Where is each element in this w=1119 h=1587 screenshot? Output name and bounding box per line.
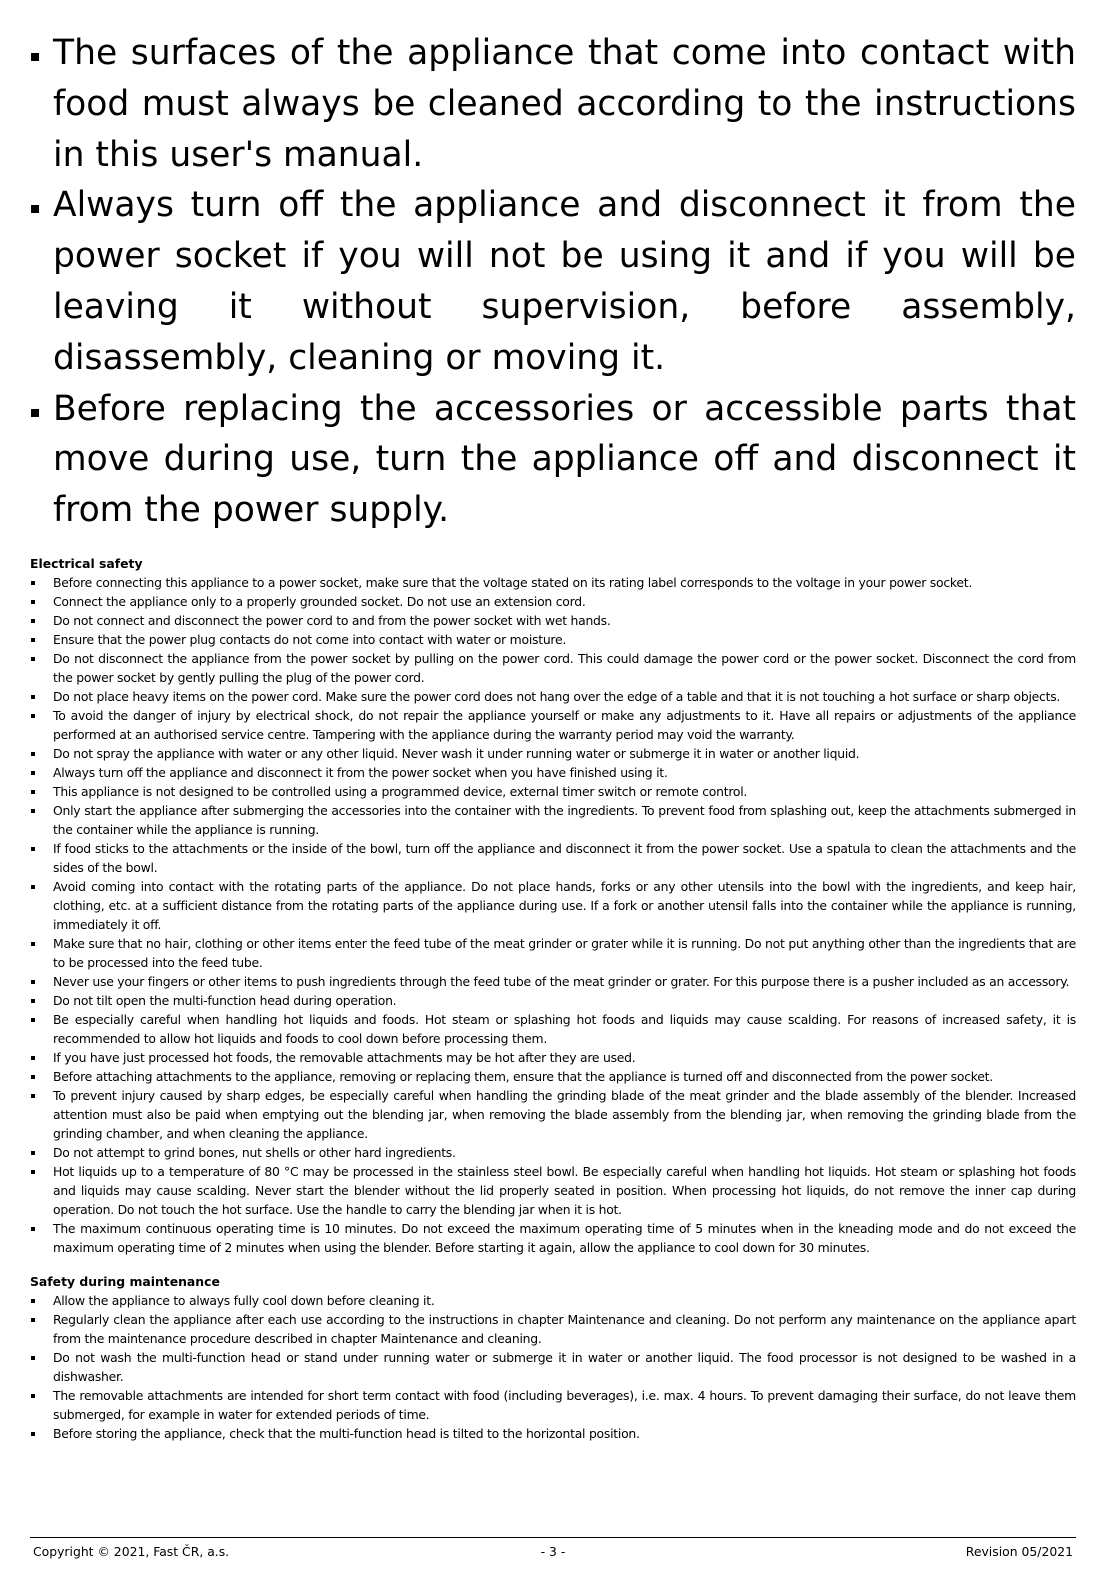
list-item: Regularly clean the appliance after each use according to the instructions in chapter Maintenance and cleaning. Do not perform any maintenance on the appliance apart from the maintenance procedure described in chapter Maintenance and cleaning.	[30, 1310, 1076, 1348]
list-item: The removable attachments are intended for short term contact with food (including beverages), i.e. max. 4 hours. To prevent damaging their surface, do not leave them submerged, for example in water for extended periods of time.	[30, 1386, 1076, 1424]
page-number: - 3 -	[540, 1544, 566, 1559]
list-item: Only start the appliance after submerging the accessories into the container with the ingredients. To prevent food from splashing out, keep the attachments submerged in the container while the appliance is running.	[30, 801, 1076, 839]
list-item: Connect the appliance only to a properly grounded socket. Do not use an extension cord.	[30, 592, 1076, 611]
warning-item: Before replacing the accessories or accessible parts that move during use, turn the appliance off and disconnect it from the power supply.	[30, 384, 1076, 536]
list-item: Before connecting this appliance to a power socket, make sure that the voltage stated on its rating label corresponds to the voltage in your power socket.	[30, 573, 1076, 592]
list-item: Avoid coming into contact with the rotating parts of the appliance. Do not place hands, forks or any other utensils into the bowl with the ingredients, and keep hair, clothing, etc. at a sufficient distance from the rotating parts of the appliance during use. If a fork or another utensil falls into the container while the appliance is running, immediately it off.	[30, 877, 1076, 934]
manual-page	[30, 28, 1076, 1443]
copyright-notice: Copyright © 2021, Fast ČR, a.s.	[33, 1544, 230, 1559]
list-item: To avoid the danger of injury by electrical shock, do not repair the appliance yourself or make any adjustments to it. Have all repairs or adjustments of the appliance performed at an authorised service centre. Tampering with the appliance during the warranty period may void the warranty.	[30, 706, 1076, 744]
list-item: This appliance is not designed to be controlled using a programmed device, external timer switch or remote control.	[30, 782, 1076, 801]
list-item: Hot liquids up to a temperature of 80 °C may be processed in the stainless steel bowl. Be especially careful when handling hot liquids. Hot steam or splashing hot foods and liquids may cause scalding. Never start the blender without the lid properly seated in position. When processing hot liquids, do not remove the inner cap during operation. Do not touch the hot surface. Use the handle to carry the blending jar when it is hot.	[30, 1162, 1076, 1219]
maintenance-safety-list	[30, 1291, 1076, 1443]
list-item: The maximum continuous operating time is 10 minutes. Do not exceed the maximum operating time of 5 minutes when in the kneading mode and do not exceed the maximum operating time of 2 minutes when using the blender. Before starting it again, allow the appliance to cool down for 30 minutes.	[30, 1219, 1076, 1257]
list-item: Do not wash the multi-function head or stand under running water or submerge it in water or another liquid. The food processor is not designed to be washed in a dishwasher.	[30, 1348, 1076, 1386]
warning-item: The surfaces of the appliance that come into contact with food must always be cleaned according to the instructions in this user's manual.	[30, 28, 1076, 180]
warning-list	[30, 28, 1076, 536]
list-item: If food sticks to the attachments or the inside of the bowl, turn off the appliance and disconnect it from the power socket. Use a spatula to clean the attachments and the sides of the bowl.	[30, 839, 1076, 877]
list-item: Do not place heavy items on the power cord. Make sure the power cord does not hang over the edge of a table and that it is not touching a hot surface or sharp objects.	[30, 687, 1076, 706]
list-item: To prevent injury caused by sharp edges, be especially careful when handling the grinding blade of the meat grinder and the blade assembly of the blender. Increased attention must also be paid when emptying out the blending jar, when removing the blade assembly from the blending jar, when removing the grinding blade from the grinding chamber, and when cleaning the appliance.	[30, 1086, 1076, 1143]
list-item: Allow the appliance to always fully cool down before cleaning it.	[30, 1291, 1076, 1310]
list-item: Do not spray the appliance with water or any other liquid. Never wash it under running water or submerge it in water or another liquid.	[30, 744, 1076, 763]
revision-label: Revision 05/2021	[965, 1544, 1073, 1559]
page-footer	[30, 1537, 1076, 1564]
warning-item: Always turn off the appliance and disconnect it from the power socket if you will not be using it and if you will be leaving it without supervision, before assembly, disassembly, cleaning or moving it.	[30, 180, 1076, 383]
list-item: Never use your fingers or other items to push ingredients through the feed tube of the meat grinder or grater. For this purpose there is a pusher included as an accessory.	[30, 972, 1076, 991]
list-item: If you have just processed hot foods, the removable attachments may be hot after they are used.	[30, 1048, 1076, 1067]
list-item: Be especially careful when handling hot liquids and foods. Hot steam or splashing hot foods and liquids may cause scalding. For reasons of increased safety, it is recommended to allow hot liquids and foods to cool down before processing them.	[30, 1010, 1076, 1048]
maintenance-safety-heading: Safety during maintenance	[30, 1273, 220, 1289]
list-item: Before storing the appliance, check that the multi-function head is tilted to the horizontal position.	[30, 1424, 1076, 1443]
electrical-safety-list	[30, 573, 1076, 1257]
list-item: Do not tilt open the multi-function head during operation.	[30, 991, 1076, 1010]
list-item: Do not connect and disconnect the power cord to and from the power socket with wet hands.	[30, 611, 1076, 630]
electrical-safety-heading: Electrical safety	[30, 555, 143, 571]
list-item: Always turn off the appliance and disconnect it from the power socket when you have finished using it.	[30, 763, 1076, 782]
list-item: Make sure that no hair, clothing or other items enter the feed tube of the meat grinder or grater while it is running. Do not put anything other than the ingredients that are to be processed into the feed tube.	[30, 934, 1076, 972]
list-item: Do not disconnect the appliance from the power socket by pulling on the power cord. This could damage the power cord or the power socket. Disconnect the cord from the power socket by gently pulling the plug of the power cord.	[30, 649, 1076, 687]
list-item: Before attaching attachments to the appliance, removing or replacing them, ensure that the appliance is turned off and disconnected from the power socket.	[30, 1067, 1076, 1086]
list-item: Ensure that the power plug contacts do not come into contact with water or moisture.	[30, 630, 1076, 649]
list-item: Do not attempt to grind bones, nut shells or other hard ingredients.	[30, 1143, 1076, 1162]
